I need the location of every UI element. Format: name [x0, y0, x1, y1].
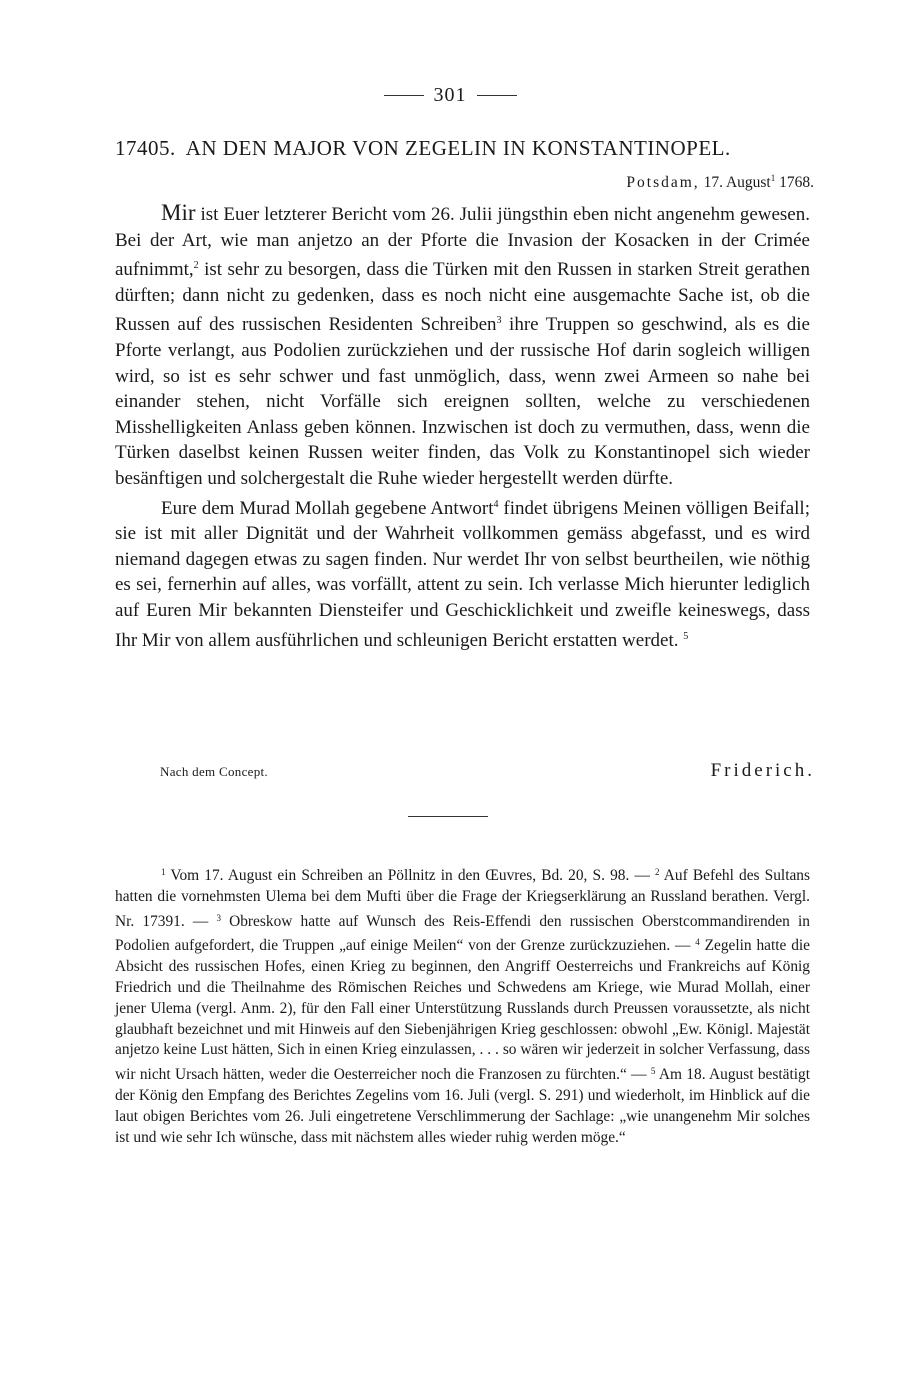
right-dash-rule [477, 95, 517, 96]
footnote-ref-3: 3 [496, 315, 502, 327]
signature: Friderich. [710, 760, 815, 781]
letter-number: 17405. [115, 136, 176, 160]
footnote-3: Obreskow hatte auf Wunsch des Reis-Effendi den russischen Oberstcommandirenden in Podolien aufgefordert, die Truppen „auf einige Meilen“ von der Grenze zurückzuziehen. — [115, 912, 810, 955]
source-note: Nach dem Concept. [160, 764, 268, 779]
footnote-4: Zegelin hatte die Absicht des russischen Hofes, einen Krieg zu beginnen, den Angriff Oesterreichs und Frankreichs auf König Friedrich und die Theilnahme des Römischen Reiches und Schwedens am Kriege, wie Murad Mollah, einer jener Ulema (vergl. Anm. 2), für den Fall einer Unterstützung Russlands durch Preussen voraussetzte, als nicht glaubhaft bezeichnet und mit Hinweis auf den Siebenjährigen Krieg geschlossen: obwohl „Ew. Königl. Majestät anjetzo keine Lust hätten, Sich in einen Krieg einzulassen, . . . so wären wir jederzeit in solcher Verfassung, dass wir nicht Ursach hätten, weder die Oesterreicher noch die Franzosen zu fürchten.“ — [115, 937, 810, 1084]
footnote-mark-4: 4 [695, 937, 700, 948]
body-text-run: ihre Truppen so geschwind, als es die Pforte verlangt, aus Podolien zurückziehen und der russische Hof darin sogleich willigen wird, so ist es sehr schwer und fast unmöglich, dass, wenn zwei Armeen so nahe bei einander stehen, nicht Vorfälle sich ereignen sollten, welche zu verschiedenen Misshelligkeiten Anlass geben können. Inzwischen ist doch zu vermuthen, dass, wenn die Türken daselbst keinen Russen weiter finden, das Volk zu Konstantinopel sich wieder besänftigen und solchergestalt die Ruhe wieder hergestellt werden dürfte. [115, 314, 810, 489]
dateline-day: 17. August [703, 174, 771, 191]
footnote-ref-1: 1 [770, 173, 776, 183]
footnote-2: Auf Befehl des Sultans hatten die vornehmsten Ulema bei dem Mufti über die Frage der Kriegserklärung an Russland berathen. Vergl. Nr. 17391. — [115, 867, 810, 930]
footnote-block [115, 862, 810, 1148]
closing-row [160, 760, 815, 782]
footnote-mark-3: 3 [216, 912, 221, 923]
footnote-ref-5: 5 [683, 630, 689, 642]
body-text-run: findet übrigens Meinen völligen Beifall; sie ist mit aller Dignität und der Wahrheit vollkommen gemäss abgefasst, und es wird niemand dagegen etwas zu sagen finden. Nur werdet Ihr von selbst beurtheilen, wie nöthig es sei, fernerhin auf alles, was vorfällt, attent zu sein. Ich verlasse Mich hierunter lediglich auf Euren Mir bekannten Diensteifer und Geschicklichkeit und zweifle keineswegs, dass Ihr Mir von allem ausführlichen und schleunigen Bericht erstatten werdet. [115, 497, 810, 651]
dateline-place: Potsdam, [626, 174, 700, 191]
section-end-rule [408, 816, 488, 817]
dateline-year: 1768. [779, 174, 814, 191]
page-number: 301 [433, 84, 467, 106]
footnote-mark-1: 1 [161, 867, 166, 877]
footnote-mark-5: 5 [650, 1066, 656, 1077]
body-paragraph-1 [115, 200, 810, 492]
footnote-5: Am 18. August bestätigt der König den Empfang des Berichtes Zegelins vom 16. Juli (vergl. S. 291) und wiederholt, im Hinblick auf die laut obigen Berichtes vom 26. Juli eingetretene Verschlimmerung der Sachlage: „wie unangenehm Mir solches ist und wie sehr Ich wünsche, dass mit nächstem alles wieder ruhig werden möge.“ [115, 1066, 810, 1146]
opening-word: Mir [161, 200, 196, 225]
left-dash-rule [384, 95, 424, 96]
body-paragraph-2 [115, 492, 810, 654]
page-header [0, 84, 900, 107]
footnote-ref-4: 4 [493, 498, 499, 510]
footnote-mark-2: 2 [654, 867, 660, 877]
letter-title: AN DEN MAJOR VON ZEGELIN IN KONSTANTINOPEL. [185, 136, 731, 160]
footnotes [115, 862, 810, 1148]
body-text-run: ist sehr zu besorgen, dass die Türken mit den Russen in starken Streit gerathen dürften; dann nicht zu gedenken, dass es noch nicht eine ausgemachte Sache ist, ob die Russen auf des russischen Residenten Schreiben [115, 259, 810, 336]
letter-body [115, 200, 810, 653]
footnote-ref-2: 2 [193, 260, 199, 272]
dateline [626, 173, 814, 192]
body-text-run: Eure dem Murad Mollah gegebene Antwort [161, 497, 494, 519]
body-text-run: ist Euer letzterer Bericht vom 26. Julii jüngsthin eben nicht angenehm gewesen. Bei der Art, wie man anjetzo an der Pforte die Invasion der Kosacken in der Crimée aufnimmt, [115, 204, 810, 281]
letter-heading [115, 136, 815, 161]
footnote-1: Vom 17. August ein Schreiben an Pöllnitz in den Œuvres, Bd. 20, S. 98. — [165, 867, 655, 884]
